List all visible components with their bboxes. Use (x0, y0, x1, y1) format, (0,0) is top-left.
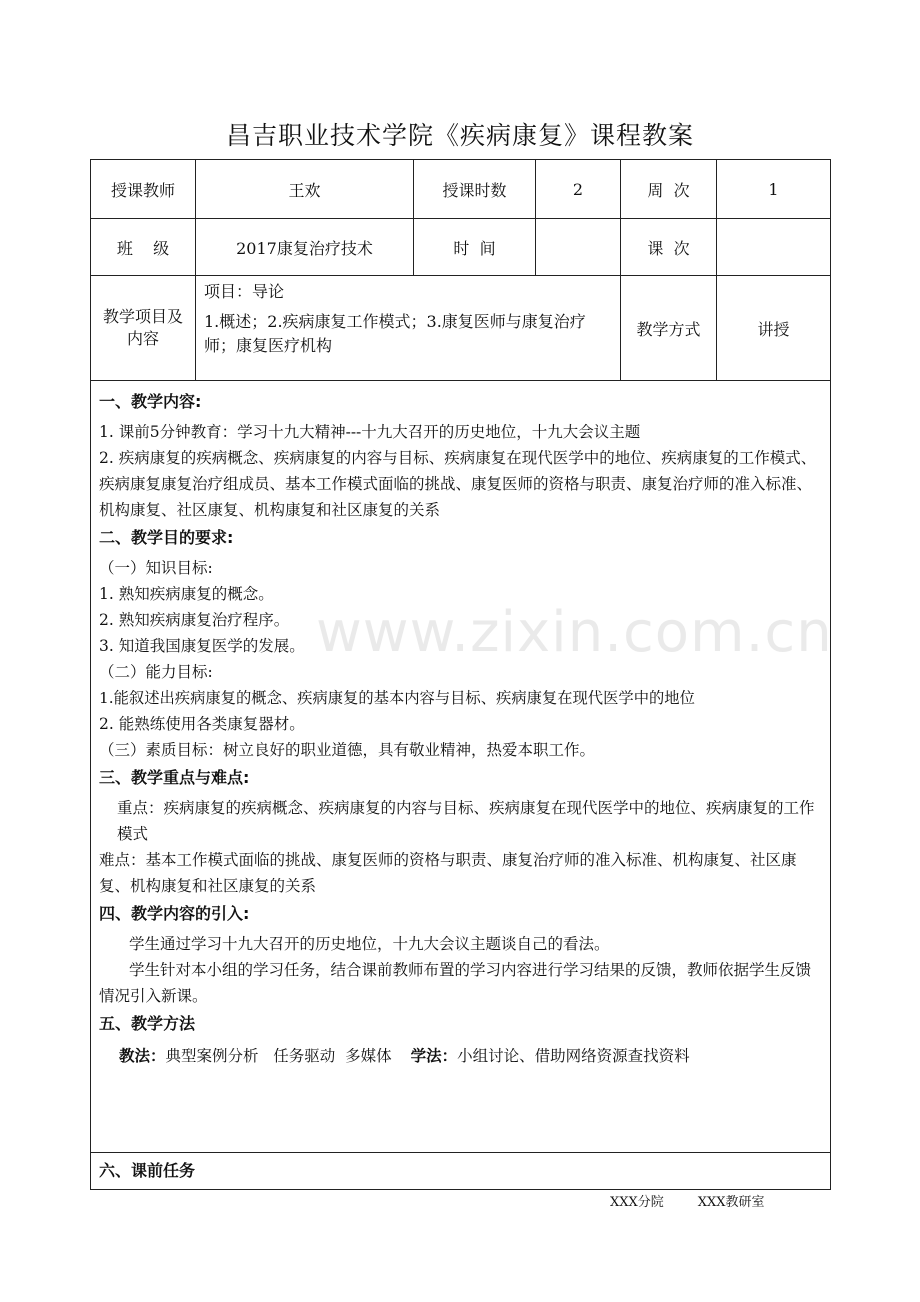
section-1-title: 一、教学内容: (99, 392, 202, 411)
section-5-title: 五、教学方法 (99, 1014, 196, 1033)
project-line1: 项目：导论 (204, 282, 285, 301)
header-row-project (91, 276, 831, 381)
section-3-title: 三、教学重点与难点: (99, 768, 250, 787)
watermark: www.zixin.com.cn (316, 600, 833, 665)
knowledge-goal-2: 2. 熟知疾病康复治疗程序。 (99, 611, 290, 629)
content-row (91, 381, 831, 1153)
learn-method-label: 学法： (410, 1047, 458, 1065)
ability-goal-heading: （二）能力目标: (99, 663, 213, 681)
teaching-methods (99, 1041, 822, 1071)
method-value: 讲授 (717, 276, 831, 381)
pre-class-task-row (91, 1153, 831, 1190)
header-row-class (91, 219, 831, 276)
project-label (91, 276, 196, 381)
method-label: 教学方式 (621, 276, 717, 381)
lesson-plan-table (90, 159, 831, 1190)
session-value (717, 219, 831, 276)
teach-method-label: 教法： (119, 1047, 166, 1065)
footer-office: XXX教研室 (697, 1195, 765, 1210)
intro-para-2: 学生针对本小组的学习任务，结合课前教师布置的学习内容进行学习结果的反馈，教师依据学生反馈情况引入新课。 (99, 961, 812, 1005)
class-value: 2017康复治疗技术 (196, 219, 414, 276)
week-value: 1 (717, 160, 831, 219)
footer-dept: XXX分院 (610, 1195, 664, 1210)
section-4-title: 四、教学内容的引入: (99, 904, 250, 923)
section-1-item-1: 1. 课前5分钟教育：学习十九大精神---十九大召开的历史地位，十九大会议主题 (99, 423, 641, 441)
ability-goal-2: 2. 能熟练使用各类康复器材。 (99, 715, 305, 733)
week-label: 周 次 (621, 160, 717, 219)
hours-value: 2 (536, 160, 621, 219)
teach-method-value: 典型案例分析 任务驱动 多媒体 (165, 1047, 392, 1065)
ability-goal-1: 1.能叙述出疾病康复的概念、疾病康复的基本内容与目标、疾病康复在现代医学中的地位 (99, 689, 695, 707)
footer (610, 1191, 799, 1210)
section-1-item-2: 2. 疾病康复的疾病概念、疾病康复的内容与目标、疾病康复在现代医学中的地位、疾病康复的工作模式、疾病康复康复治疗组成员、基本工作模式面临的挑战、康复医师的资格与职责、康复治疗师的准入标准、机构康复、社区康复、机构康复和社区康复的关系 (99, 449, 817, 519)
quality-goal: （三）素质目标：树立良好的职业道德，具有敬业精神，热爱本职工作。 (99, 741, 596, 759)
teacher-label: 授课教师 (91, 160, 196, 219)
knowledge-goal-1: 1. 熟知疾病康复的概念。 (99, 585, 274, 603)
project-label-text: 教学项目及内容 (102, 307, 183, 348)
section-6-title: 六、课前任务 (99, 1161, 196, 1180)
key-points: 重点：疾病康复的疾病概念、疾病康复的内容与目标、疾病康复在现代医学中的地位、疾病康复的工作模式 (117, 799, 815, 843)
session-label: 课 次 (621, 219, 717, 276)
time-label: 时 间 (414, 219, 536, 276)
teacher-value: 王欢 (196, 160, 414, 219)
intro-para-1: 学生通过学习十九大召开的历史地位，十九大会议主题谈自己的看法。 (129, 935, 610, 953)
header-row-teacher (91, 160, 831, 219)
time-value (536, 219, 621, 276)
pre-class-task-cell (91, 1153, 831, 1190)
hours-label: 授课时数 (414, 160, 536, 219)
learn-method-value: 小组讨论、借助网络资源查找资料 (457, 1047, 690, 1065)
section-2-title: 二、教学目的要求: (99, 528, 234, 547)
class-label: 班 级 (91, 219, 196, 276)
project-line2: 1.概述；2.疾病康复工作模式；3.康复医师与康复治疗师；康复医疗机构 (204, 312, 586, 355)
content-cell (91, 381, 831, 1153)
page-title: 昌吉职业技术学院《疾病康复》课程教案 (225, 121, 694, 150)
knowledge-goal-heading: （一）知识目标: (99, 559, 213, 577)
knowledge-goal-3: 3. 知道我国康复医学的发展。 (99, 637, 305, 655)
project-content (196, 276, 621, 381)
difficult-points: 难点：基本工作模式面临的挑战、康复医师的资格与职责、康复治疗师的准入标准、机构康复、社区康复、机构康复和社区康复的关系 (99, 851, 797, 895)
